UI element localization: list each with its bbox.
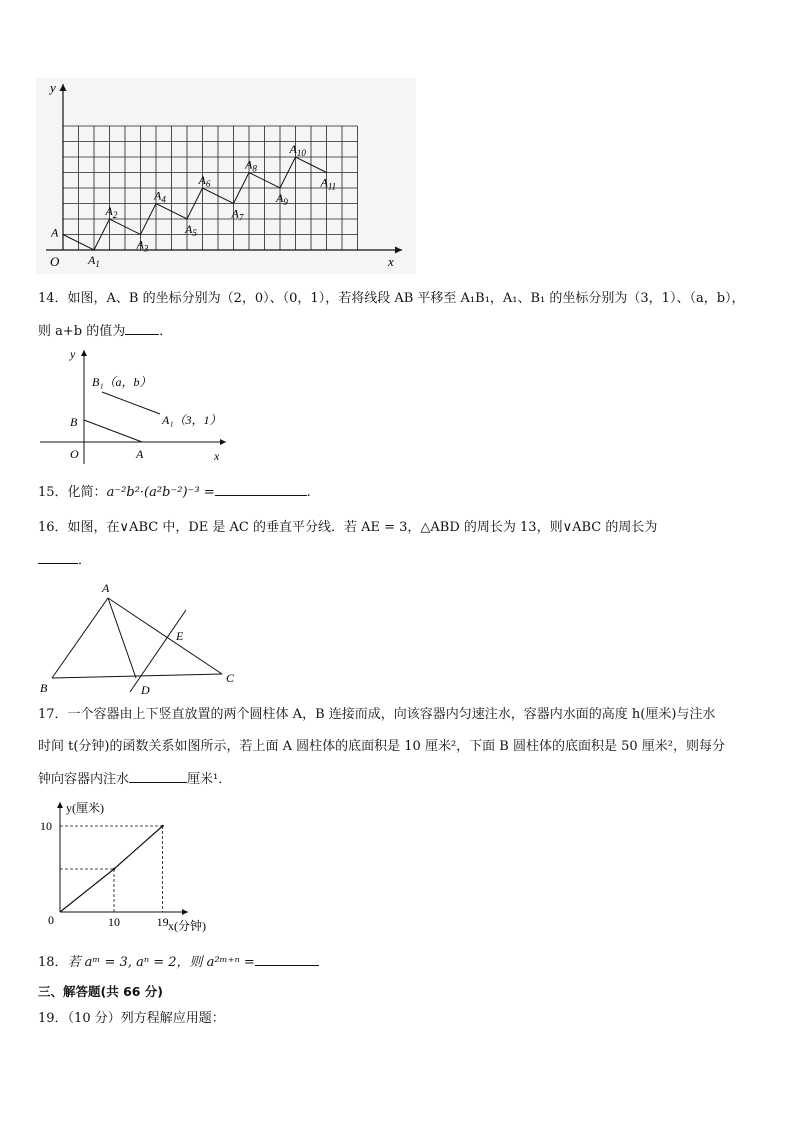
q16-point-C: C	[226, 671, 235, 685]
segment-AB	[84, 420, 142, 442]
q15-text: 化简：	[67, 485, 107, 500]
section-heading: 三、解答题(共 66 分)	[38, 984, 164, 999]
perpendicular-bisector-DE	[130, 610, 186, 692]
q14-point-B: B	[70, 415, 78, 429]
q15-answer-blank[interactable]	[215, 483, 307, 496]
point-label-a3: $A_3$	[136, 237, 149, 254]
point-label-a8: $A_8$	[245, 157, 257, 174]
q17-data-point	[161, 825, 163, 827]
side-BC	[52, 674, 222, 678]
point-label-a6: $A_6$	[198, 173, 211, 189]
q14-x-label: x	[214, 449, 220, 463]
q16-point-B: B	[40, 681, 48, 695]
q14-number: 14．	[38, 291, 68, 306]
q17-unit: 厘米¹．	[187, 772, 232, 787]
point-label-a11: $A_{11}$	[320, 175, 337, 192]
q16-triangle-figure	[38, 578, 248, 698]
question-17-line3	[38, 770, 231, 789]
q17-text-line1: 一个容器由上下竖直放置的两个圆柱体 A，B 连接而成，向该容器内匀速注水，容器内水面的高度 h(厘米)与注水	[67, 707, 716, 722]
q18-number: 18．	[38, 955, 68, 970]
q15-number: 15．	[38, 485, 68, 500]
point-label-a10: $A_{10}$	[289, 142, 306, 158]
question-16	[38, 519, 657, 537]
x-axis-label: x	[388, 254, 394, 269]
q17-text-line3: 钟向容器内注水	[38, 772, 130, 787]
q19-text: （10 分）列方程解应用题：	[67, 1011, 225, 1026]
question-18	[38, 953, 319, 972]
point-label-a9: $A_9$	[276, 191, 288, 207]
q17-x-axis-label: x(分钟)	[168, 919, 206, 933]
q17-text-line2: 时间 t(分钟)的函数关系如图所示，若上面 A 圆柱体的底面积是 10 厘米²，下面 B 圆柱体的底面积是 50 厘米²，则每分	[38, 739, 726, 754]
question-19	[38, 1010, 225, 1028]
q18-answer-blank[interactable]	[255, 953, 319, 966]
q14-period: ．	[159, 324, 173, 339]
q14-answer-blank[interactable]	[125, 322, 159, 335]
grid-figure	[36, 78, 416, 274]
q17-y-axis-label: y(厘米)	[66, 801, 104, 815]
q19-number: 19．	[38, 1011, 68, 1026]
q16-answer-blank[interactable]	[38, 551, 78, 564]
point-label-a1: $A_1$	[88, 253, 100, 269]
q14-figure	[36, 344, 246, 466]
question-17	[38, 706, 715, 724]
q17-line-chart	[38, 796, 228, 938]
q14-point-A1: A₁（3，1）	[162, 413, 222, 427]
question-16-line2	[38, 551, 91, 570]
q17-x-tick: 10	[108, 915, 120, 929]
q14-origin-label: O	[70, 447, 79, 461]
question-14	[38, 290, 745, 308]
point-label-a4: $A_4$	[154, 188, 166, 205]
q15-expression: a⁻²b²·(a²b⁻²)⁻³ =	[106, 485, 215, 500]
point-label-a: A	[51, 225, 59, 240]
q16-text-line1: 如图，在∨ABC 中，DE 是 AC 的垂直平分线．若 AE = 3，△ABD 的周长为 13，则∨ABC 的周长为	[67, 520, 658, 535]
q18-text: 若 aᵐ = 3, aⁿ = 2，则 a²ᵐ⁺ⁿ =	[67, 955, 255, 970]
q17-y-tick: 10	[40, 819, 52, 833]
q16-point-A: A	[102, 581, 110, 595]
segment-A1B1	[102, 392, 160, 414]
q16-period: ．	[78, 553, 92, 568]
question-15	[38, 483, 311, 502]
question-17-line2	[38, 738, 725, 756]
q17-data-point	[113, 868, 115, 870]
q14-y-label: y	[70, 347, 76, 361]
q14-text-line2: 则 a+b 的值为	[38, 324, 126, 339]
q14-point-B1: B₁（a，b）	[92, 375, 152, 389]
q14-point-A: A	[136, 447, 144, 461]
y-axis-label: y	[50, 80, 56, 95]
point-label-a2: $A_2$	[105, 204, 118, 220]
question-14-line2	[38, 322, 172, 341]
origin-label: O	[50, 254, 60, 269]
q16-point-E: E	[176, 629, 184, 643]
point-label-a5: $A_5$	[185, 222, 197, 238]
q17-origin-label: 0	[48, 913, 54, 927]
q17-answer-blank[interactable]	[129, 770, 187, 783]
q16-point-D: D	[141, 683, 150, 697]
q16-number: 16．	[38, 520, 68, 535]
side-AC	[108, 598, 222, 674]
point-label-a7: $A_7$	[231, 206, 244, 223]
q15-period: .	[306, 485, 311, 500]
q14-text-line1: 如图，A、B 的坐标分别为（2，0）、（0，1），若将线段 AB 平移至 A₁B₁，A₁、B₁ 的坐标分别为（3，1）、（a，b），	[67, 291, 745, 306]
q17-x-tick: 19	[156, 915, 169, 929]
q17-number: 17．	[38, 707, 68, 722]
segment-AD	[108, 598, 136, 678]
side-AB	[52, 598, 108, 678]
